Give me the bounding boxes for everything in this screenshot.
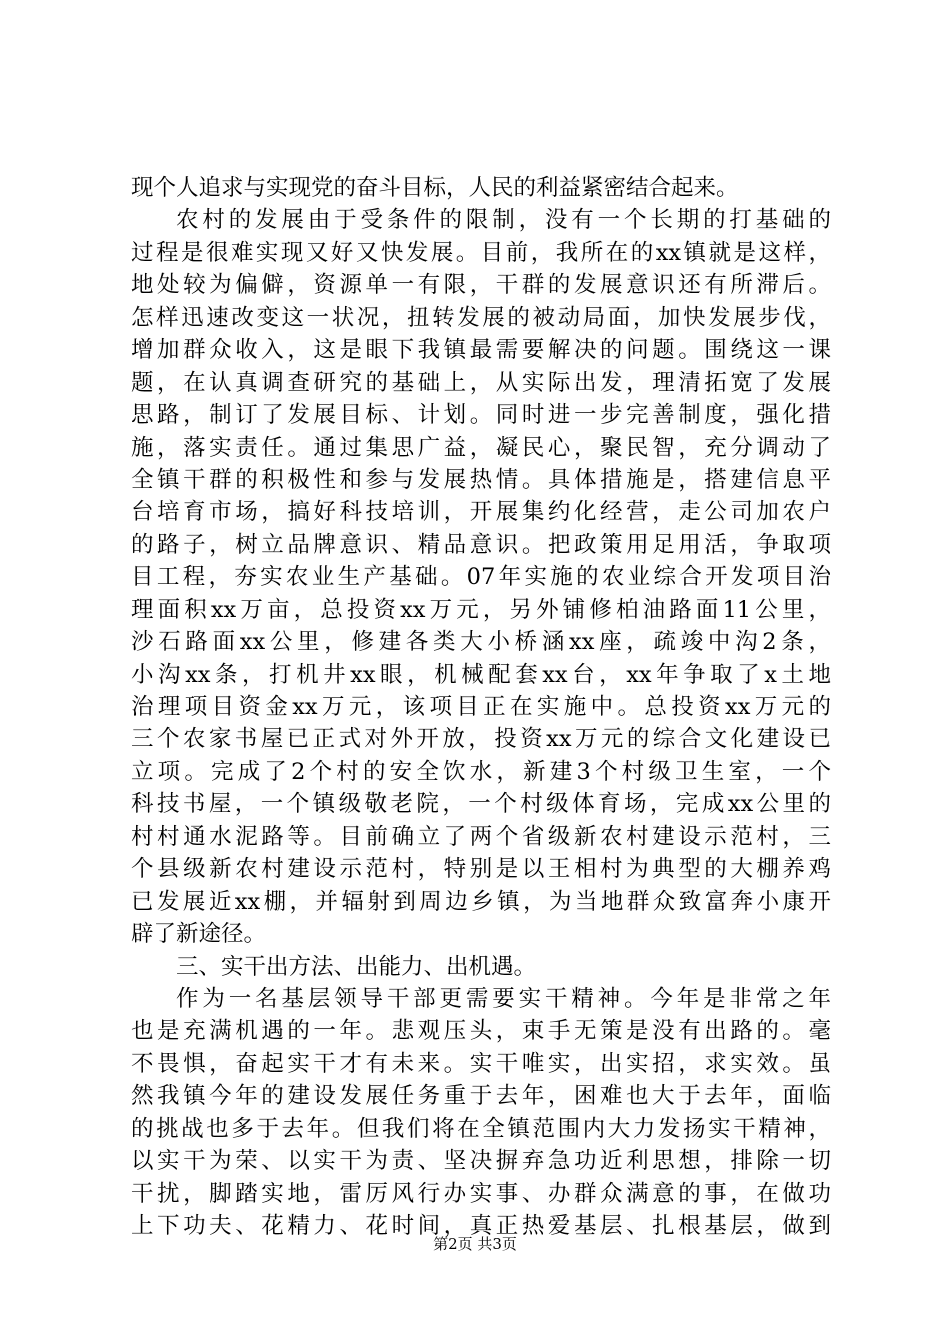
text-line: 过程是很难实现又好又快发展。目前，我所在的xx镇就是这样， (131, 239, 831, 266)
text-line: 题，在认真调查研究的基础上，从实际出发，理清拓宽了发展 (131, 369, 831, 396)
text-line: 地处较为偏僻，资源单一有限，干群的发展意识还有所滞后。 (131, 272, 831, 299)
text-line: 沙石路面xx公里，修建各类大小桥涵xx座，疏竣中沟2条， (131, 629, 831, 656)
page-footer: 第2页 共3页 (433, 1235, 517, 1253)
text-line: 然我镇今年的建设发展任务重于去年，困难也大于去年，面临 (131, 1083, 831, 1110)
text-line: 小沟xx条，打机井xx眼，机械配套xx台，xx年争取了x土地 (131, 661, 831, 688)
text-line: 的挑战也多于去年。但我们将在全镇范围内大力发扬实干精神， (131, 1115, 831, 1142)
text-line: 全镇干群的积极性和参与发展热情。具体措施是，搭建信息平 (131, 466, 831, 493)
text-line: 目工程，夯实农业生产基础。07年实施的农业综合开发项目治 (131, 564, 831, 591)
text-line: 施，落实责任。通过集思广益，凝民心，聚民智，充分调动了 (131, 434, 831, 461)
text-line: 治理项目资金xx万元，该项目正在实施中。总投资xx万元的 (131, 694, 831, 720)
paragraph-first-line: 作为一名基层领导干部更需要实干精神。今年是非常之年 (176, 985, 831, 1012)
text-line: 立项。完成了2个村的安全饮水，新建3个村级卫生室，一个 (131, 758, 831, 785)
text-line: 个县级新农村建设示范村，特别是以王相村为典型的大棚养鸡 (131, 856, 831, 883)
text-line: 上下功夫、花精力、花时间，真正热爱基层、扎根基层，做到 (131, 1213, 831, 1239)
text-line: 村村通水泥路等。目前确立了两个省级新农村建设示范村，三 (131, 823, 831, 850)
text-line: 已发展近xx棚，并辐射到周边乡镇，为当地群众致富奔小康开 (131, 888, 831, 915)
text-line: 不畏惧，奋起实干才有未来。实干唯实，出实招，求实效。虽 (131, 1050, 831, 1077)
paragraph-first-line: 农村的发展由于受条件的限制，没有一个长期的打基础的 (176, 207, 831, 234)
text-line: 辟了新途径。 (131, 921, 267, 948)
text-line: 增加群众收入，这是眼下我镇最需要解决的问题。围绕这一课 (131, 337, 831, 364)
text-line: 现个人追求与实现党的奋斗目标，人民的利益紧密结合起来。 (131, 175, 739, 201)
text-line: 台培育市场，搞好科技培训，开展集约化经营，走公司加农户 (131, 499, 831, 526)
text-line: 怎样迅速改变这一状况，扭转发展的被动局面，加快发展步伐， (131, 304, 831, 331)
text-line: 也是充满机遇的一年。悲观压头，束手无策是没有出路的。毫 (131, 1018, 831, 1045)
text-line: 干扰，脚踏实地，雷厉风行办实事、办群众满意的事，在做功 (131, 1180, 831, 1207)
document-body (131, 172, 831, 1242)
text-line: 的路子，树立品牌意识、精品意识。把政策用足用活，争取项 (131, 531, 831, 558)
text-line: 理面积xx万亩，总投资xx万元，另外铺修柏油路面11公里， (131, 596, 831, 623)
section-heading: 三、实干出方法、出能力、出机遇。 (176, 953, 537, 980)
text-line: 思路，制订了发展目标、计划。同时进一步完善制度，强化措 (131, 402, 831, 429)
text-line: 科技书屋，一个镇级敬老院，一个村级体育场，完成xx公里的 (131, 791, 831, 818)
text-line: 三个农家书屋已正式对外开放，投资xx万元的综合文化建设已 (131, 726, 831, 753)
text-line: 以实干为荣、以实干为责、坚决摒弃急功近利思想，排除一切 (131, 1148, 831, 1175)
